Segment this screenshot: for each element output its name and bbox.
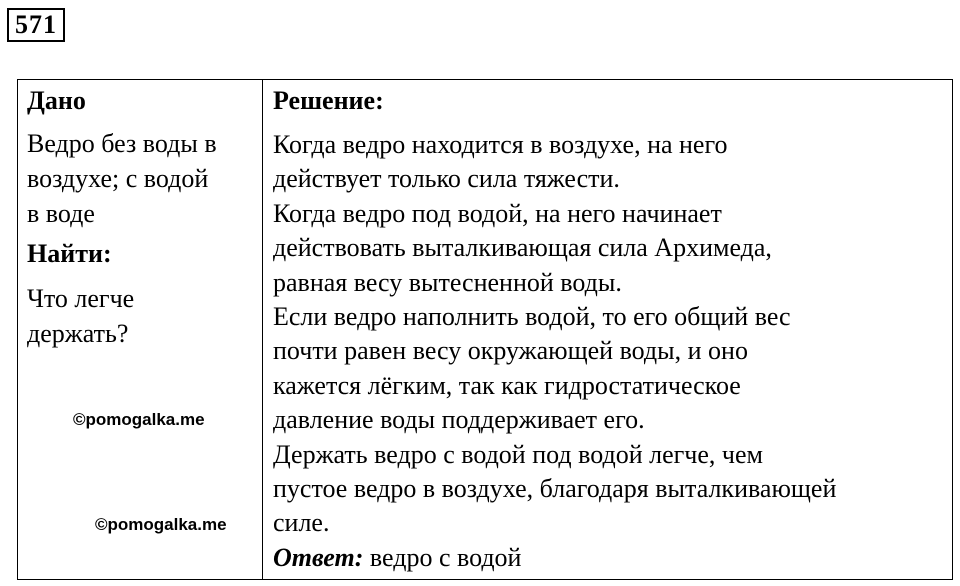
find-heading: Найти:: [27, 239, 112, 268]
answer-label: Ответ:: [273, 542, 364, 572]
find-line: держать?: [27, 319, 129, 348]
solution-line: действует только сила тяжести.: [273, 164, 620, 194]
find-line: Что легче: [27, 284, 135, 313]
answer-text: ведро с водой: [363, 542, 522, 572]
watermark: ©pomogalka.me: [95, 515, 227, 534]
given-line: Ведро без воды в: [27, 129, 217, 158]
solution-line: Держать ведро с водой под водой легче, чем: [273, 439, 763, 469]
given-text: [27, 126, 262, 231]
solution-line: Когда ведро под водой, на него начинает: [273, 198, 722, 228]
problem-number: 571: [7, 8, 65, 42]
solution-table: [17, 79, 953, 580]
given-column: [18, 80, 263, 579]
solution-line: Если ведро наполнить водой, то его общий вес: [273, 302, 791, 332]
solution-line: пустое ведро в воздухе, благодаря выталкивающей: [273, 474, 837, 504]
watermark: ©pomogalka.me: [73, 410, 205, 429]
solution-line: силе.: [273, 508, 330, 538]
solution-line: давление воды поддерживает его.: [273, 405, 645, 435]
solution-line: Когда ведро находится в воздухе, на него: [273, 130, 728, 159]
solution-line: действовать выталкивающая сила Архимеда,: [273, 233, 772, 263]
solution-line: равная весу вытесненной воды.: [273, 267, 622, 297]
given-line: в воде: [27, 199, 95, 228]
solution-column: [263, 80, 952, 579]
find-text: [27, 281, 262, 351]
given-line: воздухе; с водой: [27, 164, 209, 193]
solution-line: почти равен весу окружающей воды, и оно: [273, 336, 748, 366]
solution-text: [273, 128, 952, 575]
solution-line: кажется лёгким, так как гидростатическое: [273, 370, 741, 400]
given-heading: Дано: [27, 86, 86, 115]
answer-line: [273, 541, 952, 575]
solution-heading: Решение:: [273, 86, 384, 115]
